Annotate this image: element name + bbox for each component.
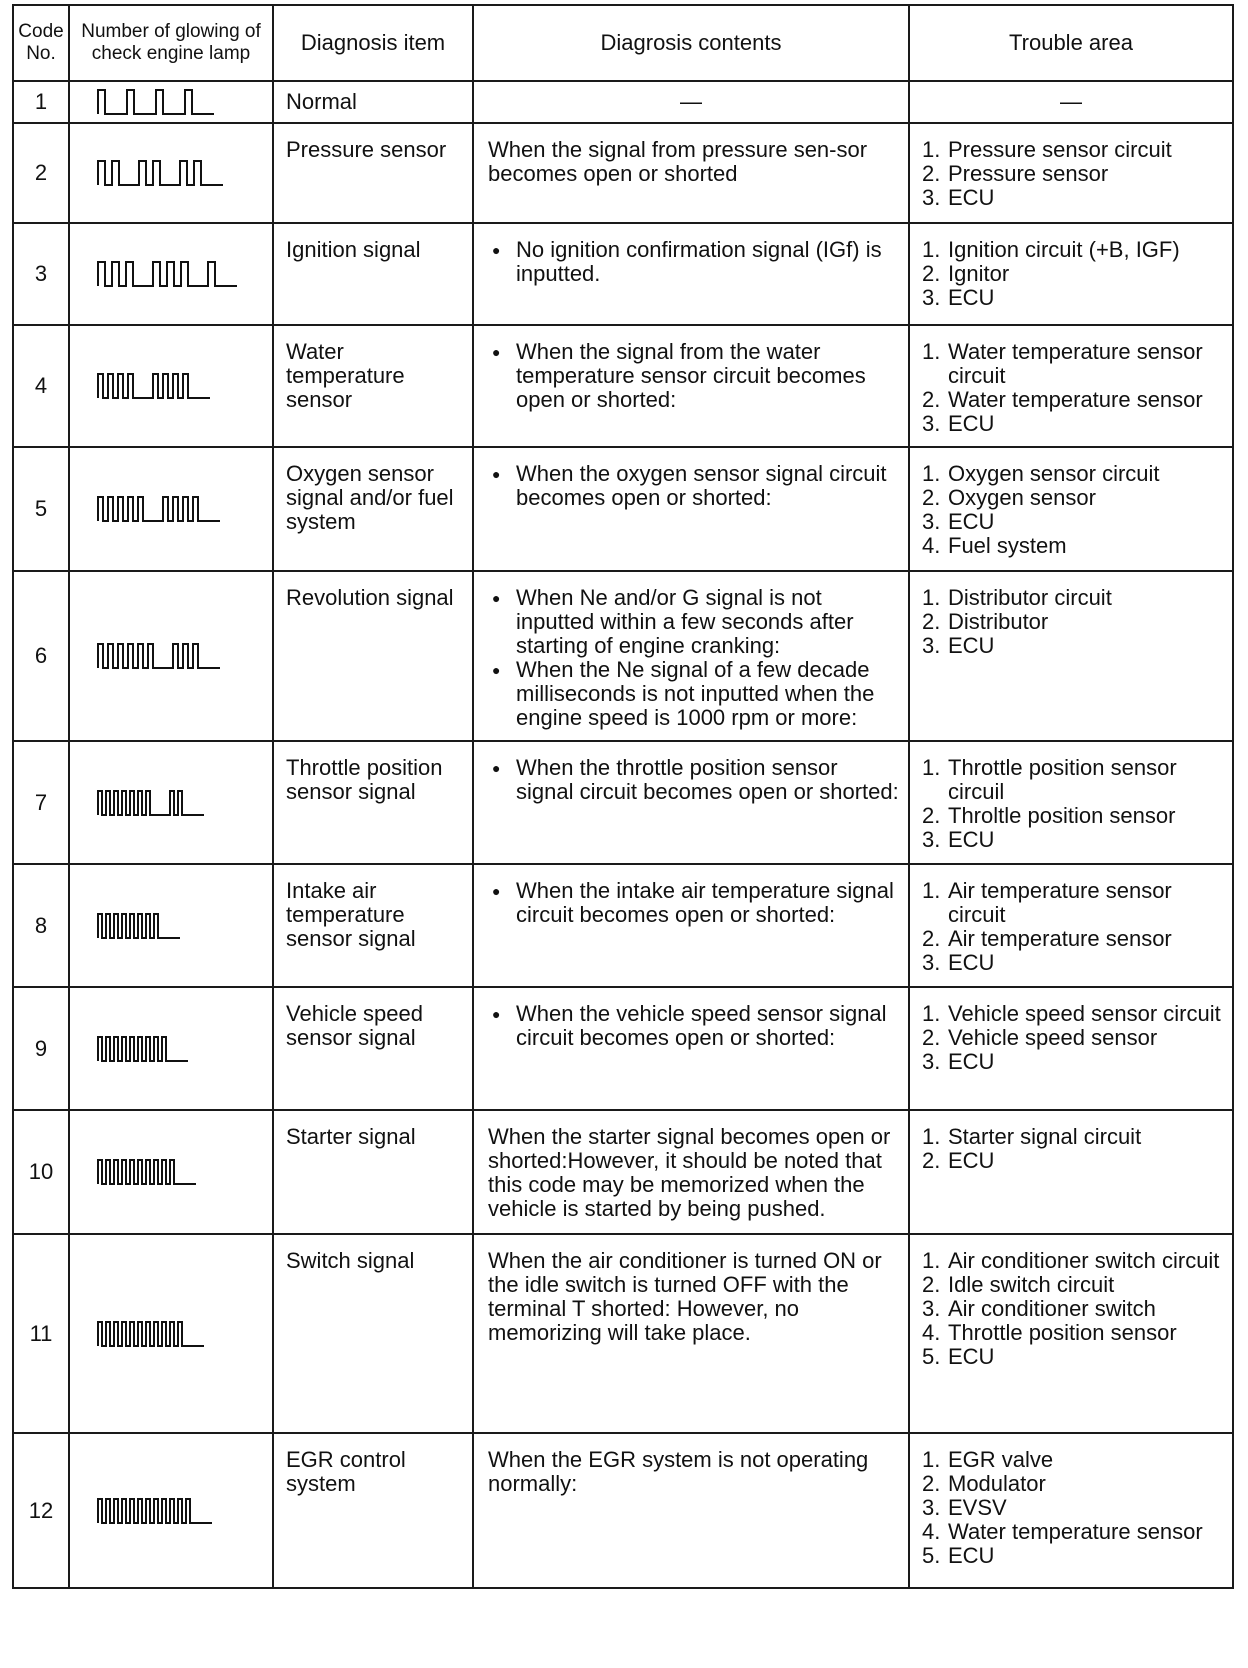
lamp-pattern-cell xyxy=(69,987,273,1110)
header-diagnosis-contents: Diagrosis contents xyxy=(473,5,909,81)
lamp-pulse-line xyxy=(98,1499,212,1523)
trouble-area-item xyxy=(922,138,1226,162)
diagnosis-contents xyxy=(473,1110,909,1234)
trouble-area-number: 1. xyxy=(922,237,941,262)
contents-bullet-list xyxy=(488,586,900,730)
lamp-pulse-pattern-icon xyxy=(96,371,246,401)
diagnosis-item: EGR control system xyxy=(273,1433,473,1588)
trouble-area-item xyxy=(922,1273,1226,1297)
trouble-area-item xyxy=(922,1002,1226,1026)
table-row xyxy=(13,447,1233,571)
code-number: 6 xyxy=(13,571,69,741)
lamp-pulse-pattern-icon xyxy=(96,911,246,941)
trouble-area-list xyxy=(922,879,1226,975)
code-number: 11 xyxy=(13,1234,69,1433)
trouble-area-number: 3. xyxy=(922,950,941,975)
trouble-area-number: 2. xyxy=(922,161,941,186)
lamp-pulse-line xyxy=(98,161,223,185)
lamp-pattern-cell xyxy=(69,1110,273,1234)
header-diagnosis-item: Diagnosis item xyxy=(273,5,473,81)
table-header xyxy=(13,5,1233,81)
trouble-area-item xyxy=(922,1544,1226,1568)
code-number: 3 xyxy=(13,223,69,325)
diagnosis-contents xyxy=(473,864,909,987)
trouble-area-list xyxy=(922,1448,1226,1568)
trouble-area-item xyxy=(922,879,1226,927)
trouble-area xyxy=(909,223,1233,325)
trouble-area-item xyxy=(922,510,1226,534)
contents-text: When the air conditioner is turned ON or the idle switch is turned OFF with the terminal T shorted: However, no memorizing will take place. xyxy=(488,1248,882,1345)
lamp-pattern-cell xyxy=(69,223,273,325)
trouble-area-item xyxy=(922,1026,1226,1050)
trouble-area-item xyxy=(922,756,1226,804)
header-code-line2: No. xyxy=(26,43,56,64)
lamp-pulse-pattern-icon xyxy=(96,259,246,289)
trouble-area-list xyxy=(922,756,1226,852)
lamp-pattern-cell xyxy=(69,447,273,571)
trouble-area xyxy=(909,1234,1233,1433)
trouble-area-item xyxy=(922,610,1226,634)
header-code-line1: Code xyxy=(18,21,64,42)
lamp-pulse-pattern-icon xyxy=(96,1496,246,1526)
trouble-area-item xyxy=(922,1050,1226,1074)
table-row xyxy=(13,325,1233,447)
trouble-area-text: Water temperature sensor xyxy=(948,387,1203,412)
trouble-area-text: Oxygen sensor xyxy=(948,485,1096,510)
trouble-area-number: 3. xyxy=(922,285,941,310)
lamp-pulse-pattern-icon xyxy=(96,788,246,818)
contents-bullet-list xyxy=(488,879,900,927)
trouble-area-item xyxy=(922,1448,1226,1472)
trouble-area-text: Starter signal circuit xyxy=(948,1124,1142,1149)
lamp-pulse-pattern-icon xyxy=(96,1034,246,1064)
trouble-area-item xyxy=(922,162,1226,186)
trouble-area xyxy=(909,741,1233,864)
contents-bullet: ● When the Ne signal of a few decade milliseconds is not inputted when the engine speed is 1000 rpm or more: xyxy=(488,658,900,730)
lamp-pulse-pattern-icon xyxy=(96,158,246,188)
diagnosis-item: Revolution signal xyxy=(273,571,473,741)
contents-bullet: ● When the throttle position sensor signal circuit becomes open or shorted: xyxy=(488,756,900,804)
trouble-area-number: 1. xyxy=(922,585,941,610)
trouble-area-text: Distributor circuit xyxy=(948,585,1112,610)
trouble-area-list xyxy=(922,1002,1226,1074)
contents-text: When the EGR system is not operating normally: xyxy=(488,1447,869,1496)
lamp-pulse-pattern-icon xyxy=(96,87,246,117)
trouble-area-text: ECU xyxy=(948,950,995,975)
trouble-area-number: 3. xyxy=(922,633,941,658)
trouble-area-list xyxy=(922,1125,1226,1173)
table-body xyxy=(13,81,1233,1588)
trouble-area-item xyxy=(922,186,1226,210)
trouble-area-number: 2. xyxy=(922,1272,941,1297)
trouble-area-number: 1. xyxy=(922,1001,941,1026)
diagnosis-item: Switch signal xyxy=(273,1234,473,1433)
diagnosis-contents xyxy=(473,447,909,571)
diagnosis-contents: — xyxy=(473,81,909,123)
lamp-pattern-cell xyxy=(69,571,273,741)
diagnosis-item: Water temperature sensor xyxy=(273,325,473,447)
contents-bullet: ● When the signal from the water temperature sensor circuit becomes open or shorted: xyxy=(488,340,900,412)
table-row xyxy=(13,1234,1233,1433)
diagnosis-item: Normal xyxy=(273,81,473,123)
trouble-area-item xyxy=(922,1125,1226,1149)
contents-bullet-list xyxy=(488,1002,900,1050)
trouble-area-item xyxy=(922,1149,1226,1173)
lamp-pulse-line xyxy=(98,90,214,114)
trouble-area-text: Vehicle speed sensor xyxy=(948,1025,1158,1050)
trouble-area-text: Pressure sensor xyxy=(948,161,1109,186)
trouble-area-number: 2. xyxy=(922,609,941,634)
trouble-area: — xyxy=(909,81,1233,123)
header-trouble-area: Trouble area xyxy=(909,5,1233,81)
contents-bullet: ● When the vehicle speed sensor signal circuit becomes open or shorted: xyxy=(488,1002,900,1050)
trouble-area-number: 3. xyxy=(922,411,941,436)
trouble-area-text: ECU xyxy=(948,1344,995,1369)
trouble-area-list xyxy=(922,138,1226,210)
diagnosis-code-table xyxy=(12,4,1234,1589)
trouble-area-text: Throttle position sensor circuil xyxy=(948,755,1177,804)
trouble-area-number: 1. xyxy=(922,878,941,903)
trouble-area-number: 4. xyxy=(922,1320,941,1345)
trouble-area-number: 2. xyxy=(922,485,941,510)
lamp-pattern-cell xyxy=(69,1433,273,1588)
diagnosis-item: Pressure sensor xyxy=(273,123,473,223)
table-row xyxy=(13,571,1233,741)
trouble-area-number: 3. xyxy=(922,509,941,534)
table-row xyxy=(13,223,1233,325)
trouble-area-number: 2. xyxy=(922,1471,941,1496)
contents-bullet-list xyxy=(488,756,900,804)
trouble-area-text: Water temperature sensor circuit xyxy=(948,339,1203,388)
table-row xyxy=(13,1110,1233,1234)
trouble-area-text: ECU xyxy=(948,1049,995,1074)
table-row xyxy=(13,741,1233,864)
lamp-pulse-pattern-icon xyxy=(96,1157,246,1187)
code-number: 2 xyxy=(13,123,69,223)
trouble-area-number: 1. xyxy=(922,137,941,162)
trouble-area-number: 1. xyxy=(922,755,941,780)
header-code-no xyxy=(13,5,69,81)
header-lamp-line1: Number of glowing of xyxy=(81,21,261,42)
lamp-pulse-line xyxy=(98,1037,188,1061)
trouble-area-text: Air conditioner switch xyxy=(948,1296,1156,1321)
trouble-area-number: 1. xyxy=(922,1124,941,1149)
trouble-area-number: 3. xyxy=(922,827,941,852)
code-number: 5 xyxy=(13,447,69,571)
trouble-area-list xyxy=(922,462,1226,558)
trouble-area-text: ECU xyxy=(948,1543,995,1568)
trouble-area-number: 1. xyxy=(922,1447,941,1472)
trouble-area-text: Throltle position sensor xyxy=(948,803,1176,828)
trouble-area-text: Water temperature sensor xyxy=(948,1519,1203,1544)
trouble-area-item xyxy=(922,486,1226,510)
header-lamp-count xyxy=(69,5,273,81)
trouble-area xyxy=(909,325,1233,447)
diagnosis-item: Vehicle speed sensor signal xyxy=(273,987,473,1110)
diagnosis-item: Throttle position sensor signal xyxy=(273,741,473,864)
trouble-area-list xyxy=(922,340,1226,436)
trouble-area-list xyxy=(922,238,1226,310)
trouble-area-text: Ignitor xyxy=(948,261,1010,286)
lamp-pulse-line xyxy=(98,262,237,286)
trouble-area-text: Vehicle speed sensor circuit xyxy=(948,1001,1221,1026)
diagnosis-contents xyxy=(473,325,909,447)
diagnosis-contents xyxy=(473,1234,909,1433)
trouble-area-item xyxy=(922,262,1226,286)
trouble-area-text: ECU xyxy=(948,509,995,534)
trouble-area-item xyxy=(922,286,1226,310)
contents-bullet: ● When the intake air temperature signal circuit becomes open or shorted: xyxy=(488,879,900,927)
lamp-pattern-cell xyxy=(69,741,273,864)
trouble-area-text: Distributor xyxy=(948,609,1049,634)
diagnosis-contents xyxy=(473,1433,909,1588)
trouble-area xyxy=(909,1433,1233,1588)
diagnosis-item: Starter signal xyxy=(273,1110,473,1234)
contents-bullet-list xyxy=(488,238,900,286)
lamp-pattern-cell xyxy=(69,123,273,223)
trouble-area-item xyxy=(922,634,1226,658)
trouble-area-number: 1. xyxy=(922,461,941,486)
lamp-pulse-line xyxy=(98,791,204,815)
lamp-pattern-cell xyxy=(69,81,273,123)
lamp-pattern-cell xyxy=(69,864,273,987)
diagnosis-contents xyxy=(473,571,909,741)
diagnosis-item: Intake air temperature sensor signal xyxy=(273,864,473,987)
code-number: 12 xyxy=(13,1433,69,1588)
trouble-area xyxy=(909,987,1233,1110)
trouble-area-text: Modulator xyxy=(948,1471,1046,1496)
trouble-area xyxy=(909,1110,1233,1234)
trouble-area-item xyxy=(922,927,1226,951)
lamp-pulse-line xyxy=(98,374,210,398)
contents-bullet-list xyxy=(488,340,900,412)
trouble-area-text: ECU xyxy=(948,1148,995,1173)
trouble-area-text: EGR valve xyxy=(948,1447,1054,1472)
diagnosis-code-sheet xyxy=(12,4,1232,1589)
trouble-area-number: 4. xyxy=(922,1519,941,1544)
code-number: 1 xyxy=(13,81,69,123)
table-row xyxy=(13,81,1233,123)
diagnosis-contents xyxy=(473,223,909,325)
lamp-pulse-line xyxy=(98,497,220,521)
trouble-area-number: 2. xyxy=(922,387,941,412)
trouble-area-item xyxy=(922,828,1226,852)
table-row xyxy=(13,864,1233,987)
trouble-area-text: Idle switch circuit xyxy=(948,1272,1115,1297)
trouble-area-item xyxy=(922,238,1226,262)
trouble-area-item xyxy=(922,1249,1226,1273)
contents-bullet: ● No ignition confirmation signal (IGf) is inputted. xyxy=(488,238,900,286)
trouble-area-text: Pressure sensor circuit xyxy=(948,137,1172,162)
trouble-area-item xyxy=(922,1472,1226,1496)
lamp-pattern-cell xyxy=(69,325,273,447)
trouble-area-list xyxy=(922,586,1226,658)
table-row xyxy=(13,123,1233,223)
contents-bullet: ● When Ne and/or G signal is not inputted within a few seconds after starting of engine cranking: xyxy=(488,586,900,658)
trouble-area-number: 3. xyxy=(922,1495,941,1520)
trouble-area-item xyxy=(922,462,1226,486)
code-number: 8 xyxy=(13,864,69,987)
trouble-area-number: 1. xyxy=(922,339,941,364)
trouble-area-item xyxy=(922,586,1226,610)
trouble-area-item xyxy=(922,534,1226,558)
trouble-area-item xyxy=(922,951,1226,975)
lamp-pulse-pattern-icon xyxy=(96,494,246,524)
trouble-area-item xyxy=(922,388,1226,412)
trouble-area-text: ECU xyxy=(948,411,995,436)
trouble-area-text: EVSV xyxy=(948,1495,1007,1520)
table-row xyxy=(13,1433,1233,1588)
trouble-area-number: 2. xyxy=(922,803,941,828)
trouble-area-item xyxy=(922,340,1226,388)
trouble-area xyxy=(909,123,1233,223)
trouble-area-text: ECU xyxy=(948,185,995,210)
trouble-area-number: 4. xyxy=(922,533,941,558)
lamp-pulse-pattern-icon xyxy=(96,641,246,671)
lamp-pulse-line xyxy=(98,644,220,668)
trouble-area-number: 5. xyxy=(922,1344,941,1369)
trouble-area-list xyxy=(922,1249,1226,1369)
diagnosis-contents xyxy=(473,987,909,1110)
trouble-area-text: Oxygen sensor circuit xyxy=(948,461,1160,486)
trouble-area-item xyxy=(922,412,1226,436)
header-lamp-line2: check engine lamp xyxy=(91,43,251,64)
diagnosis-contents xyxy=(473,741,909,864)
trouble-area-text: ECU xyxy=(948,633,995,658)
trouble-area-number: 3. xyxy=(922,185,941,210)
lamp-pulse-line xyxy=(98,1322,204,1346)
trouble-area-number: 3. xyxy=(922,1049,941,1074)
trouble-area-text: Fuel system xyxy=(948,533,1067,558)
lamp-pattern-cell xyxy=(69,1234,273,1433)
code-number: 4 xyxy=(13,325,69,447)
trouble-area-number: 2. xyxy=(922,1148,941,1173)
trouble-area-number: 3. xyxy=(922,1296,941,1321)
trouble-area-text: Air temperature sensor xyxy=(948,926,1172,951)
code-number: 7 xyxy=(13,741,69,864)
trouble-area-number: 2. xyxy=(922,261,941,286)
trouble-area-number: 2. xyxy=(922,1025,941,1050)
trouble-area xyxy=(909,447,1233,571)
trouble-area-text: ECU xyxy=(948,285,995,310)
contents-text: When the signal from pressure sen-sor becomes open or shorted xyxy=(488,137,868,186)
trouble-area xyxy=(909,864,1233,987)
trouble-area-item xyxy=(922,1297,1226,1321)
diagnosis-contents xyxy=(473,123,909,223)
table-row xyxy=(13,987,1233,1110)
trouble-area-text: Ignition circuit (+B, IGF) xyxy=(948,237,1180,262)
trouble-area-text: Air temperature sensor circuit xyxy=(948,878,1172,927)
lamp-pulse-line xyxy=(98,1160,196,1184)
trouble-area-item xyxy=(922,1321,1226,1345)
trouble-area-item xyxy=(922,1496,1226,1520)
lamp-pulse-line xyxy=(98,914,180,938)
trouble-area-number: 2. xyxy=(922,926,941,951)
contents-bullet-list xyxy=(488,462,900,510)
contents-text: When the starter signal becomes open or shorted:However, it should be noted that this code may be memorized when the vehicle is started by being pushed. xyxy=(488,1124,891,1221)
trouble-area xyxy=(909,571,1233,741)
trouble-area-item xyxy=(922,804,1226,828)
code-number: 10 xyxy=(13,1110,69,1234)
lamp-pulse-pattern-icon xyxy=(96,1319,246,1349)
trouble-area-number: 1. xyxy=(922,1248,941,1273)
diagnosis-item: Oxygen sensor signal and/or fuel system xyxy=(273,447,473,571)
trouble-area-item xyxy=(922,1345,1226,1369)
trouble-area-number: 5. xyxy=(922,1543,941,1568)
trouble-area-text: Throttle position sensor xyxy=(948,1320,1177,1345)
trouble-area-text: Air conditioner switch circuit xyxy=(948,1248,1220,1273)
trouble-area-item xyxy=(922,1520,1226,1544)
trouble-area-text: ECU xyxy=(948,827,995,852)
code-number: 9 xyxy=(13,987,69,1110)
contents-bullet: ● When the oxygen sensor signal circuit becomes open or shorted: xyxy=(488,462,900,510)
diagnosis-item: Ignition signal xyxy=(273,223,473,325)
